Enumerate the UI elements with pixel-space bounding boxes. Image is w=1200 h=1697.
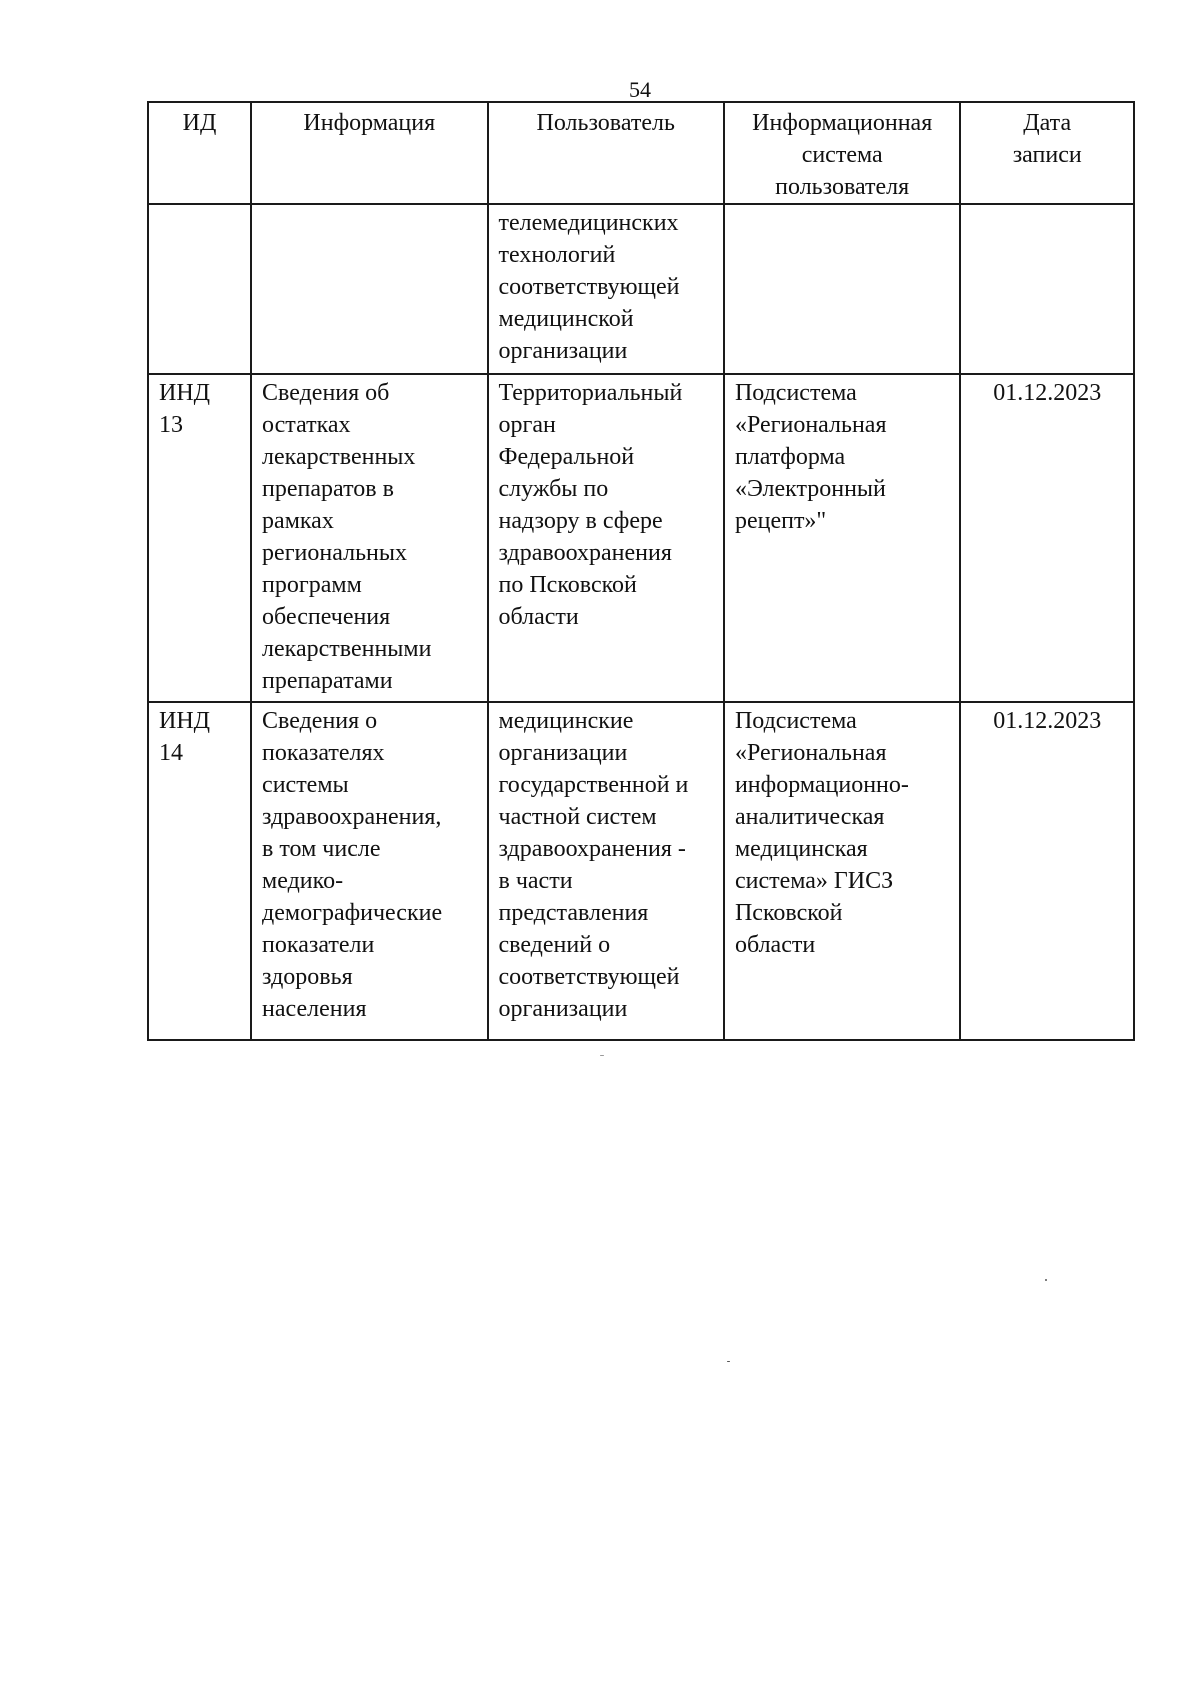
header-user: Пользователь — [488, 102, 724, 204]
scan-speck — [1045, 1279, 1047, 1281]
scan-speck — [600, 1055, 604, 1056]
cell-info: Сведения о показателях системы здравоохранения, в том числе медико- демографические показатели здоровья населения — [251, 702, 487, 1040]
cell-date: 01.12.2023 — [960, 702, 1134, 1040]
table-row — [148, 702, 1134, 1040]
cell-id: ИНД 13 — [148, 374, 251, 702]
table-row — [148, 204, 1134, 374]
cell-user: телемедицинских технологий соответствующей медицинской организации — [488, 204, 724, 374]
cell-id — [148, 204, 251, 374]
cell-system — [724, 204, 960, 374]
cell-system: Подсистема «Региональная платформа «Электронный рецепт»" — [724, 374, 960, 702]
header-info: Информация — [251, 102, 487, 204]
records-table — [147, 101, 1135, 1041]
cell-system: Подсистема «Региональная информационно- аналитическая медицинская система» ГИСЗ Псковской области — [724, 702, 960, 1040]
cell-date: 01.12.2023 — [960, 374, 1134, 702]
scan-speck — [727, 1361, 730, 1362]
header-date: Дата записи — [960, 102, 1134, 204]
table-header-row — [148, 102, 1134, 204]
table-row — [148, 374, 1134, 702]
cell-info: Сведения об остатках лекарственных препаратов в рамках региональных программ обеспечения лекарственными препаратами — [251, 374, 487, 702]
page-number: 54 — [629, 77, 651, 102]
cell-date — [960, 204, 1134, 374]
cell-id: ИНД 14 — [148, 702, 251, 1040]
cell-user: медицинские организации государственной и частной систем здравоохранения - в части представления сведений о соответствующей организации — [488, 702, 724, 1040]
header-id: ИД — [148, 102, 251, 204]
header-system: Информационная система пользователя — [724, 102, 960, 204]
cell-info — [251, 204, 487, 374]
cell-user: Территориальный орган Федеральной службы по надзору в сфере здравоохранения по Псковской области — [488, 374, 724, 702]
